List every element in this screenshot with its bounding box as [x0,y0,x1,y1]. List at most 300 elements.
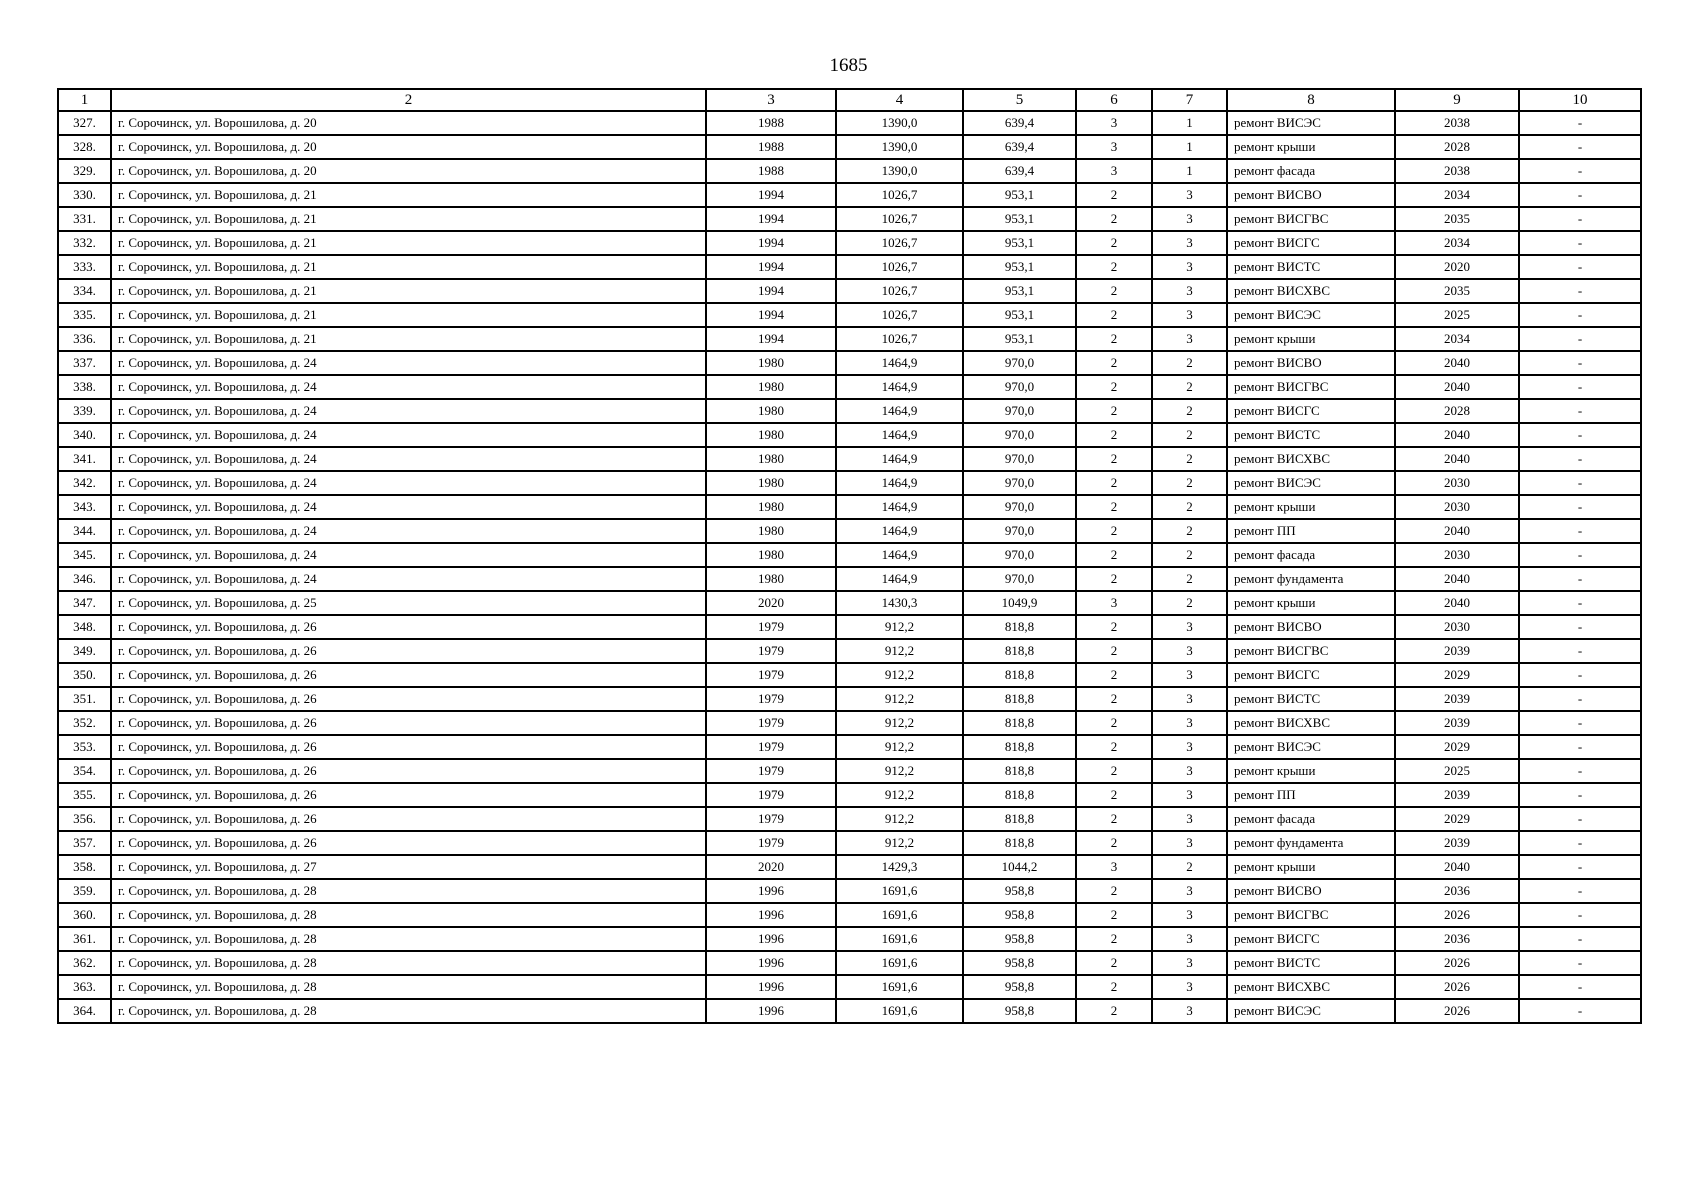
cell-total-area: 1464,9 [836,471,963,495]
cell-living-area: 818,8 [963,831,1076,855]
cell-entrances: 1 [1152,135,1227,159]
cell-entrances: 3 [1152,687,1227,711]
cell-row-number: 363. [58,975,111,999]
table-row [58,927,1641,951]
cell-note: - [1519,255,1641,279]
cell-planned-year: 2026 [1395,903,1519,927]
cell-entrances: 3 [1152,735,1227,759]
cell-floors: 2 [1076,615,1152,639]
cell-address: г. Сорочинск, ул. Ворошилова, д. 28 [111,903,706,927]
table-row [58,735,1641,759]
cell-living-area: 970,0 [963,519,1076,543]
cell-floors: 2 [1076,399,1152,423]
cell-floors: 2 [1076,207,1152,231]
cell-planned-year: 2030 [1395,615,1519,639]
repair-schedule-table [57,88,1642,1024]
cell-row-number: 361. [58,927,111,951]
table-row [58,231,1641,255]
cell-address: г. Сорочинск, ул. Ворошилова, д. 24 [111,567,706,591]
cell-floors: 3 [1076,855,1152,879]
cell-year-built: 1994 [706,303,836,327]
cell-year-built: 1979 [706,687,836,711]
cell-row-number: 342. [58,471,111,495]
cell-living-area: 818,8 [963,615,1076,639]
cell-total-area: 1691,6 [836,999,963,1023]
cell-living-area: 958,8 [963,927,1076,951]
cell-row-number: 337. [58,351,111,375]
cell-entrances: 3 [1152,975,1227,999]
cell-total-area: 912,2 [836,711,963,735]
cell-living-area: 953,1 [963,207,1076,231]
cell-year-built: 1996 [706,903,836,927]
cell-year-built: 1980 [706,567,836,591]
cell-work-type: ремонт ВИСЭС [1227,471,1395,495]
cell-note: - [1519,111,1641,135]
cell-year-built: 1996 [706,927,836,951]
cell-address: г. Сорочинск, ул. Ворошилова, д. 28 [111,999,706,1023]
cell-work-type: ремонт крыши [1227,495,1395,519]
cell-entrances: 1 [1152,159,1227,183]
cell-year-built: 1980 [706,423,836,447]
cell-planned-year: 2028 [1395,399,1519,423]
cell-living-area: 970,0 [963,567,1076,591]
cell-work-type: ремонт крыши [1227,135,1395,159]
cell-row-number: 330. [58,183,111,207]
cell-row-number: 346. [58,567,111,591]
cell-floors: 2 [1076,951,1152,975]
cell-year-built: 1979 [706,759,836,783]
cell-work-type: ремонт крыши [1227,591,1395,615]
cell-year-built: 1979 [706,831,836,855]
cell-address: г. Сорочинск, ул. Ворошилова, д. 26 [111,639,706,663]
cell-year-built: 1979 [706,783,836,807]
cell-address: г. Сорочинск, ул. Ворошилова, д. 28 [111,975,706,999]
cell-floors: 2 [1076,927,1152,951]
cell-total-area: 1464,9 [836,495,963,519]
cell-address: г. Сорочинск, ул. Ворошилова, д. 28 [111,951,706,975]
cell-address: г. Сорочинск, ул. Ворошилова, д. 20 [111,159,706,183]
cell-planned-year: 2030 [1395,495,1519,519]
cell-total-area: 1464,9 [836,375,963,399]
cell-planned-year: 2039 [1395,687,1519,711]
cell-note: - [1519,903,1641,927]
cell-note: - [1519,567,1641,591]
cell-entrances: 1 [1152,111,1227,135]
cell-work-type: ремонт ВИСВО [1227,615,1395,639]
cell-floors: 2 [1076,879,1152,903]
cell-total-area: 1026,7 [836,231,963,255]
cell-work-type: ремонт крыши [1227,327,1395,351]
cell-living-area: 818,8 [963,735,1076,759]
table-row [58,327,1641,351]
cell-total-area: 912,2 [836,687,963,711]
cell-living-area: 970,0 [963,471,1076,495]
cell-note: - [1519,399,1641,423]
cell-floors: 2 [1076,831,1152,855]
table-row [58,207,1641,231]
cell-total-area: 1026,7 [836,183,963,207]
cell-year-built: 1988 [706,159,836,183]
table-row [58,855,1641,879]
cell-address: г. Сорочинск, ул. Ворошилова, д. 26 [111,711,706,735]
cell-planned-year: 2039 [1395,831,1519,855]
cell-floors: 2 [1076,231,1152,255]
cell-planned-year: 2028 [1395,135,1519,159]
cell-row-number: 341. [58,447,111,471]
cell-entrances: 3 [1152,327,1227,351]
table-row [58,543,1641,567]
table-row [58,423,1641,447]
cell-work-type: ремонт фасада [1227,159,1395,183]
table-row [58,351,1641,375]
cell-entrances: 2 [1152,591,1227,615]
cell-year-built: 1979 [706,807,836,831]
cell-address: г. Сорочинск, ул. Ворошилова, д. 20 [111,111,706,135]
column-header-1: 1 [58,89,111,111]
cell-living-area: 970,0 [963,543,1076,567]
cell-total-area: 1691,6 [836,951,963,975]
cell-work-type: ремонт фасада [1227,543,1395,567]
cell-note: - [1519,471,1641,495]
cell-total-area: 1691,6 [836,975,963,999]
cell-row-number: 347. [58,591,111,615]
cell-floors: 2 [1076,447,1152,471]
table-row [58,111,1641,135]
cell-note: - [1519,207,1641,231]
cell-work-type: ремонт ВИСТС [1227,423,1395,447]
cell-row-number: 359. [58,879,111,903]
table-row [58,951,1641,975]
cell-address: г. Сорочинск, ул. Ворошилова, д. 24 [111,519,706,543]
cell-planned-year: 2020 [1395,255,1519,279]
cell-entrances: 3 [1152,639,1227,663]
table-row [58,759,1641,783]
cell-planned-year: 2034 [1395,327,1519,351]
cell-work-type: ремонт фундамента [1227,567,1395,591]
cell-row-number: 329. [58,159,111,183]
cell-row-number: 336. [58,327,111,351]
column-header-6: 6 [1076,89,1152,111]
cell-floors: 2 [1076,495,1152,519]
cell-planned-year: 2036 [1395,879,1519,903]
cell-year-built: 1996 [706,879,836,903]
table-body [58,111,1641,1023]
cell-entrances: 3 [1152,303,1227,327]
table-row [58,879,1641,903]
cell-planned-year: 2040 [1395,423,1519,447]
cell-entrances: 2 [1152,471,1227,495]
cell-work-type: ремонт ВИСТС [1227,255,1395,279]
cell-note: - [1519,783,1641,807]
cell-work-type: ремонт ВИСВО [1227,879,1395,903]
cell-entrances: 3 [1152,183,1227,207]
cell-total-area: 1429,3 [836,855,963,879]
cell-note: - [1519,975,1641,999]
cell-planned-year: 2040 [1395,351,1519,375]
cell-work-type: ремонт ВИСГВС [1227,639,1395,663]
cell-floors: 2 [1076,303,1152,327]
cell-address: г. Сорочинск, ул. Ворошилова, д. 26 [111,735,706,759]
cell-address: г. Сорочинск, ул. Ворошилова, д. 21 [111,327,706,351]
table-row [58,567,1641,591]
cell-row-number: 360. [58,903,111,927]
cell-row-number: 358. [58,855,111,879]
cell-row-number: 343. [58,495,111,519]
cell-note: - [1519,135,1641,159]
cell-living-area: 958,8 [963,975,1076,999]
cell-planned-year: 2029 [1395,663,1519,687]
cell-living-area: 970,0 [963,375,1076,399]
cell-row-number: 349. [58,639,111,663]
cell-total-area: 1464,9 [836,351,963,375]
cell-total-area: 1464,9 [836,519,963,543]
cell-note: - [1519,687,1641,711]
table-row [58,303,1641,327]
cell-work-type: ремонт ВИСТС [1227,687,1395,711]
table-row [58,639,1641,663]
cell-note: - [1519,855,1641,879]
cell-address: г. Сорочинск, ул. Ворошилова, д. 26 [111,663,706,687]
cell-floors: 3 [1076,135,1152,159]
cell-total-area: 912,2 [836,807,963,831]
cell-note: - [1519,735,1641,759]
cell-entrances: 2 [1152,375,1227,399]
cell-address: г. Сорочинск, ул. Ворошилова, д. 27 [111,855,706,879]
cell-address: г. Сорочинск, ул. Ворошилова, д. 24 [111,375,706,399]
cell-entrances: 3 [1152,207,1227,231]
cell-planned-year: 2040 [1395,375,1519,399]
cell-floors: 2 [1076,711,1152,735]
cell-work-type: ремонт ВИСГС [1227,927,1395,951]
cell-entrances: 2 [1152,519,1227,543]
cell-address: г. Сорочинск, ул. Ворошилова, д. 21 [111,255,706,279]
table-row [58,615,1641,639]
cell-living-area: 953,1 [963,255,1076,279]
cell-living-area: 958,8 [963,951,1076,975]
cell-work-type: ремонт фасада [1227,807,1395,831]
cell-living-area: 818,8 [963,759,1076,783]
cell-year-built: 2020 [706,591,836,615]
cell-floors: 2 [1076,663,1152,687]
cell-row-number: 348. [58,615,111,639]
cell-row-number: 364. [58,999,111,1023]
cell-row-number: 354. [58,759,111,783]
cell-work-type: ремонт ВИСГС [1227,663,1395,687]
cell-work-type: ремонт ПП [1227,519,1395,543]
cell-living-area: 958,8 [963,879,1076,903]
cell-address: г. Сорочинск, ул. Ворошилова, д. 21 [111,279,706,303]
cell-row-number: 340. [58,423,111,447]
cell-living-area: 953,1 [963,231,1076,255]
cell-total-area: 1464,9 [836,447,963,471]
table-row [58,711,1641,735]
cell-planned-year: 2026 [1395,975,1519,999]
cell-total-area: 1691,6 [836,927,963,951]
cell-row-number: 333. [58,255,111,279]
cell-planned-year: 2040 [1395,855,1519,879]
cell-row-number: 327. [58,111,111,135]
cell-floors: 2 [1076,735,1152,759]
cell-floors: 3 [1076,591,1152,615]
cell-living-area: 639,4 [963,159,1076,183]
table-row [58,447,1641,471]
cell-address: г. Сорочинск, ул. Ворошилова, д. 20 [111,135,706,159]
cell-living-area: 970,0 [963,495,1076,519]
cell-year-built: 1980 [706,399,836,423]
table-row [58,591,1641,615]
cell-floors: 2 [1076,783,1152,807]
cell-living-area: 818,8 [963,663,1076,687]
cell-address: г. Сорочинск, ул. Ворошилова, д. 28 [111,927,706,951]
cell-work-type: ремонт фундамента [1227,831,1395,855]
cell-row-number: 356. [58,807,111,831]
cell-address: г. Сорочинск, ул. Ворошилова, д. 24 [111,423,706,447]
cell-floors: 2 [1076,759,1152,783]
cell-living-area: 818,8 [963,639,1076,663]
table-row [58,159,1641,183]
cell-living-area: 818,8 [963,807,1076,831]
cell-planned-year: 2025 [1395,303,1519,327]
cell-row-number: 355. [58,783,111,807]
cell-work-type: ремонт ВИСГВС [1227,375,1395,399]
cell-work-type: ремонт ВИСХВС [1227,447,1395,471]
cell-work-type: ремонт ВИСЭС [1227,111,1395,135]
cell-planned-year: 2029 [1395,807,1519,831]
cell-note: - [1519,711,1641,735]
cell-planned-year: 2034 [1395,183,1519,207]
cell-total-area: 1390,0 [836,111,963,135]
cell-note: - [1519,807,1641,831]
cell-address: г. Сорочинск, ул. Ворошилова, д. 26 [111,687,706,711]
cell-entrances: 3 [1152,879,1227,903]
cell-entrances: 2 [1152,543,1227,567]
table-row [58,255,1641,279]
cell-address: г. Сорочинск, ул. Ворошилова, д. 26 [111,783,706,807]
column-header-4: 4 [836,89,963,111]
table-row [58,807,1641,831]
cell-note: - [1519,663,1641,687]
cell-total-area: 912,2 [836,783,963,807]
cell-entrances: 2 [1152,447,1227,471]
cell-living-area: 1049,9 [963,591,1076,615]
column-header-2: 2 [111,89,706,111]
cell-work-type: ремонт ВИСГС [1227,231,1395,255]
cell-entrances: 3 [1152,783,1227,807]
cell-living-area: 639,4 [963,135,1076,159]
cell-work-type: ремонт ВИСГВС [1227,903,1395,927]
cell-entrances: 2 [1152,399,1227,423]
cell-floors: 2 [1076,351,1152,375]
cell-floors: 2 [1076,567,1152,591]
cell-living-area: 970,0 [963,423,1076,447]
cell-address: г. Сорочинск, ул. Ворошилова, д. 24 [111,543,706,567]
cell-year-built: 1996 [706,975,836,999]
cell-address: г. Сорочинск, ул. Ворошилова, д. 24 [111,399,706,423]
cell-year-built: 1994 [706,255,836,279]
cell-year-built: 1980 [706,447,836,471]
cell-planned-year: 2029 [1395,735,1519,759]
table-row [58,663,1641,687]
cell-planned-year: 2026 [1395,999,1519,1023]
cell-year-built: 1988 [706,111,836,135]
cell-row-number: 334. [58,279,111,303]
cell-note: - [1519,303,1641,327]
cell-row-number: 357. [58,831,111,855]
cell-work-type: ремонт ВИСЭС [1227,735,1395,759]
cell-living-area: 953,1 [963,279,1076,303]
cell-total-area: 1026,7 [836,279,963,303]
cell-year-built: 1994 [706,327,836,351]
cell-work-type: ремонт ВИСХВС [1227,975,1395,999]
cell-year-built: 1996 [706,999,836,1023]
cell-planned-year: 2039 [1395,639,1519,663]
table-row [58,399,1641,423]
cell-row-number: 331. [58,207,111,231]
cell-note: - [1519,183,1641,207]
cell-address: г. Сорочинск, ул. Ворошилова, д. 21 [111,303,706,327]
cell-year-built: 1994 [706,183,836,207]
cell-living-area: 970,0 [963,447,1076,471]
cell-floors: 2 [1076,279,1152,303]
cell-year-built: 1979 [706,639,836,663]
cell-planned-year: 2035 [1395,279,1519,303]
cell-note: - [1519,327,1641,351]
column-header-3: 3 [706,89,836,111]
cell-living-area: 953,1 [963,183,1076,207]
cell-year-built: 1979 [706,735,836,759]
cell-entrances: 3 [1152,903,1227,927]
table-row [58,135,1641,159]
cell-address: г. Сорочинск, ул. Ворошилова, д. 26 [111,615,706,639]
table-row [58,471,1641,495]
cell-address: г. Сорочинск, ул. Ворошилова, д. 21 [111,207,706,231]
cell-living-area: 1044,2 [963,855,1076,879]
cell-total-area: 1430,3 [836,591,963,615]
cell-floors: 2 [1076,183,1152,207]
cell-work-type: ремонт ВИСГВС [1227,207,1395,231]
cell-year-built: 1980 [706,519,836,543]
cell-planned-year: 2035 [1395,207,1519,231]
column-header-10: 10 [1519,89,1641,111]
cell-entrances: 2 [1152,567,1227,591]
cell-planned-year: 2030 [1395,471,1519,495]
cell-note: - [1519,495,1641,519]
cell-living-area: 958,8 [963,903,1076,927]
table-row [58,183,1641,207]
cell-address: г. Сорочинск, ул. Ворошилова, д. 26 [111,807,706,831]
cell-planned-year: 2040 [1395,591,1519,615]
cell-year-built: 1988 [706,135,836,159]
cell-work-type: ремонт ВИСХВС [1227,279,1395,303]
cell-work-type: ремонт крыши [1227,759,1395,783]
table-row [58,783,1641,807]
cell-living-area: 970,0 [963,399,1076,423]
cell-address: г. Сорочинск, ул. Ворошилова, д. 26 [111,759,706,783]
table-row [58,831,1641,855]
cell-address: г. Сорочинск, ул. Ворошилова, д. 24 [111,447,706,471]
cell-floors: 2 [1076,255,1152,279]
cell-planned-year: 2036 [1395,927,1519,951]
cell-entrances: 2 [1152,855,1227,879]
cell-year-built: 1979 [706,711,836,735]
cell-year-built: 1980 [706,495,836,519]
cell-row-number: 345. [58,543,111,567]
cell-living-area: 953,1 [963,327,1076,351]
cell-address: г. Сорочинск, ул. Ворошилова, д. 25 [111,591,706,615]
cell-living-area: 970,0 [963,351,1076,375]
table-row [58,495,1641,519]
table-row [58,975,1641,999]
